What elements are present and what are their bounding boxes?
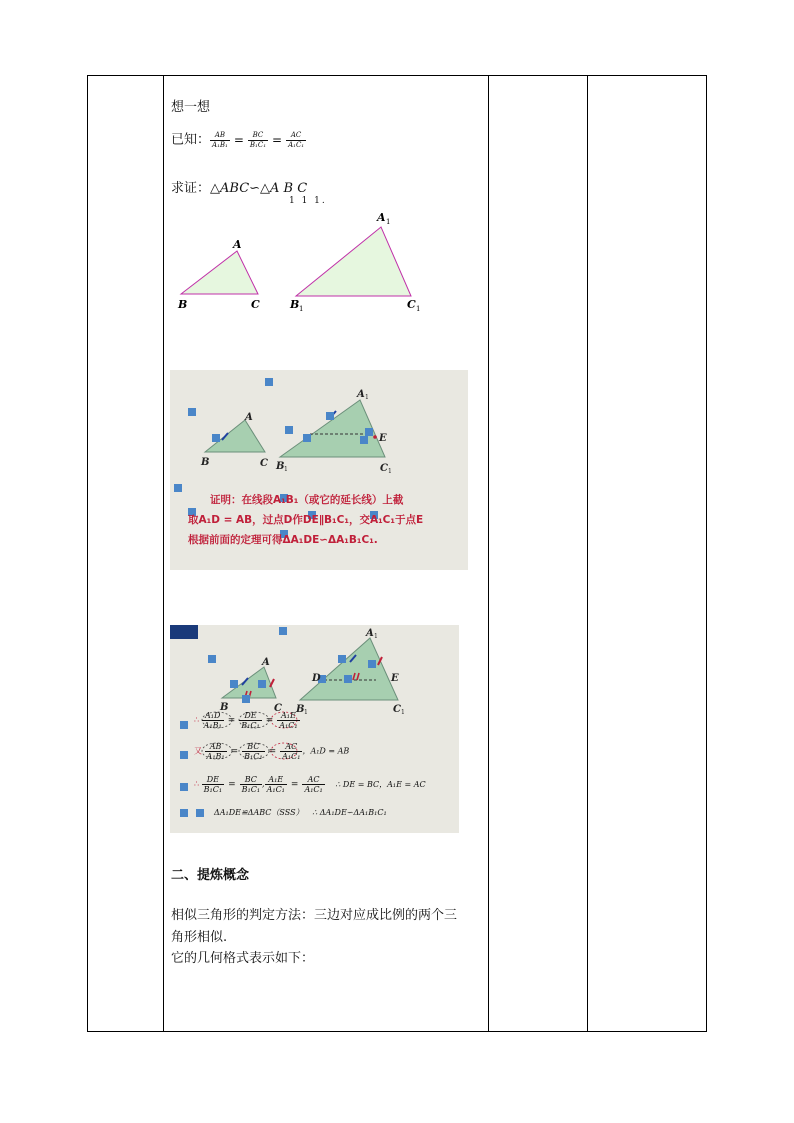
column-divider xyxy=(163,76,164,1031)
svg-text:E: E xyxy=(391,673,399,684)
label-b1: B xyxy=(290,298,300,311)
prove-statement xyxy=(171,180,307,198)
given-label: 已知： xyxy=(171,132,211,148)
svg-text:1: 1 xyxy=(401,709,405,716)
svg-text:E: E xyxy=(379,433,387,444)
column-divider xyxy=(488,76,489,1031)
photo2-row-2: 又 $\frac{AB}{\text{A₁B₁}}$ = $\frac{BC}{\text{B₁C₁}}$ = $\frac{AC}{\text{A₁C₁}}$ ，A₁D = AB xyxy=(194,742,350,761)
svg-text:1: 1 xyxy=(304,709,308,716)
label-b: B xyxy=(178,298,188,311)
given-fraction-ab: $\frac{AB}{\text{A₁B₁}}$ xyxy=(212,130,228,149)
photo2-row-3: ∴ $\frac{DE}{\text{B₁C₁}}$ = $\frac{BC}{\text{B₁C₁}}$ , $\frac{\text{A₁E}}{\text{A₁C₁}}$ = $\frac{AC}{\text{A₁C₁}}$ ∴ DE = BC，A₁E = AC xyxy=(194,775,426,794)
column-divider xyxy=(587,76,588,1031)
svg-text:B: B xyxy=(276,461,285,472)
label-c: C xyxy=(251,298,260,311)
svg-text:A: A xyxy=(366,628,374,639)
concept-line-3: 它的几何格式表示如下： xyxy=(171,951,315,966)
photo1-proof-line-1: 证明：在线段A₁B₁（或它的延长线）上截 xyxy=(210,494,404,506)
svg-text:1: 1 xyxy=(374,633,378,640)
svg-text:1: 1 xyxy=(386,218,391,226)
svg-text:1: 1 xyxy=(299,305,304,313)
svg-text:B: B xyxy=(220,702,229,713)
photo2-row-1: ∴ $\frac{\text{A₁D}}{\text{A₁B₁}}$ = $\frac{DE}{\text{B₁C₁}}$ = $\frac{\text{A₁E}}{\text{A₁C₁}}$ xyxy=(194,711,298,730)
photo2-row-4: ΔA₁DE≌ΔABC（SSS） ∴ ΔA₁DE∽ΔA₁B₁C₁ xyxy=(214,808,387,817)
svg-text:C: C xyxy=(260,458,268,469)
photo1-proof-line-2: 取A₁D = AB，过点D作DE∥B₁C₁，交A₁C₁于点E xyxy=(188,514,424,526)
svg-text:A: A xyxy=(357,389,365,400)
prove-expression: △ABC∽△A B C xyxy=(210,181,308,196)
svg-text:1: 1 xyxy=(388,468,392,475)
photo1-proof-line-3: 根据前面的定理可得ΔA₁DE∽ΔA₁B₁C₁. xyxy=(188,534,378,546)
triangle-abc xyxy=(181,251,258,294)
given-statement: 已知： $\frac{AB}{\text{A₁B₁}}$ = $\frac{BC}{\text{B₁C₁}}$ = $\frac{AC}{\text{A₁C₁}}$ xyxy=(171,130,305,149)
proof-photo-1 xyxy=(170,370,468,570)
think-title: 想一想 xyxy=(171,100,211,115)
given-fraction-bc: $\frac{BC}{\text{B₁C₁}}$ xyxy=(249,130,267,149)
concept-line-2: 角形相似. xyxy=(171,930,228,945)
concept-line-1: 相似三角形的判定方法：三边对应成比例的两个三 xyxy=(171,908,458,923)
svg-text:B: B xyxy=(201,457,210,468)
svg-text:A: A xyxy=(262,657,270,668)
section-heading: 二、提炼概念 xyxy=(171,868,250,883)
given-fraction-ac: $\frac{AC}{\text{A₁C₁}}$ xyxy=(288,130,305,149)
triangle-a1b1c1 xyxy=(296,227,411,296)
svg-text:B: B xyxy=(296,704,305,715)
label-a: A xyxy=(233,238,242,251)
svg-text:1: 1 xyxy=(365,394,369,401)
similar-triangles-figure xyxy=(170,205,440,320)
svg-text:A: A xyxy=(245,412,253,423)
label-a1: A xyxy=(377,211,386,224)
svg-text:C: C xyxy=(380,463,388,474)
label-c1: C xyxy=(407,298,416,311)
svg-text:C: C xyxy=(274,703,282,714)
prove-subscripts: 1 1 1. xyxy=(289,196,327,206)
prove-label: 求证： xyxy=(171,181,211,196)
svg-text:1: 1 xyxy=(284,466,288,473)
svg-text:C: C xyxy=(393,704,401,715)
svg-text:1: 1 xyxy=(416,305,421,313)
svg-text:D: D xyxy=(312,673,321,684)
proof-photo-2 xyxy=(170,625,459,833)
photo1-proof-text xyxy=(188,490,424,550)
